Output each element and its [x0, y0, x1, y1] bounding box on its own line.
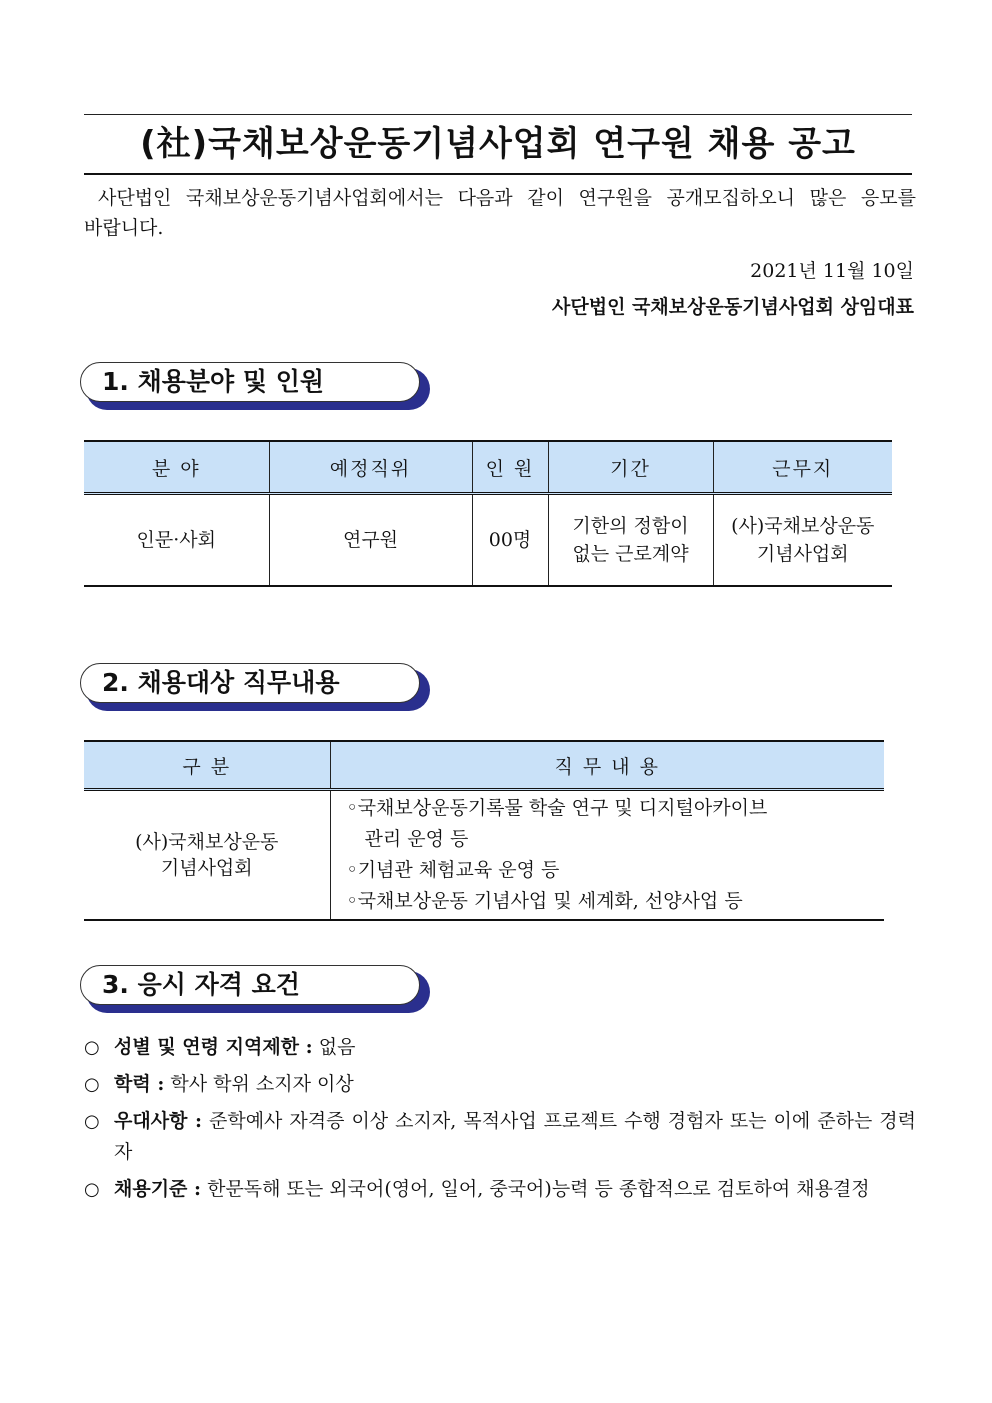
section-header-1 [80, 362, 432, 412]
table-header-row [84, 441, 892, 494]
section-title-3: 3. 응시 자격 요건 [102, 970, 300, 999]
cell-field: 인문·사회 [84, 494, 269, 587]
section-header-2 [80, 663, 432, 713]
period-line-2: 없는 근로계약 [572, 543, 689, 565]
qualification-term: 성별 및 연령 지역제한 : [114, 1036, 313, 1058]
duties-table [84, 740, 884, 921]
qualification-term: 우대사항 : [114, 1110, 202, 1132]
recruitment-table [84, 440, 892, 587]
workplace-line-1: (사)국채보상운동 [731, 515, 875, 537]
intro-paragraph: 사단법인 국채보상운동기념사업회에서는 다음과 같이 연구원을 공개모집하오니 많은 응모를 바랍니다. [84, 187, 916, 239]
header-field: 분 야 [84, 441, 269, 494]
list-item [84, 1174, 916, 1205]
top-rule [84, 114, 912, 115]
cell-count: 00명 [472, 494, 548, 587]
section-header-3 [80, 965, 432, 1015]
table-row [84, 494, 892, 587]
header-category: 구 분 [84, 741, 330, 790]
cell-position: 연구원 [269, 494, 472, 587]
duty-item [347, 793, 881, 855]
duty-2-line-1: ◦기념관 체험교육 운영 등 [346, 859, 560, 881]
list-item [84, 1032, 916, 1063]
table-header-row [84, 741, 884, 790]
qualification-text: 학사 학위 소지자 이상 [164, 1073, 354, 1095]
table-row [84, 790, 884, 921]
cell-organization [84, 790, 330, 921]
signature-organization: 사단법인 국채보상운동기념사업회 상임대표 [552, 296, 914, 318]
list-item [84, 1106, 916, 1168]
header-position: 예정직위 [269, 441, 472, 494]
header-workplace: 근무지 [713, 441, 892, 494]
title-rule [84, 173, 912, 175]
cell-duties [330, 790, 884, 921]
section-title-1: 1. 채용분야 및 인원 [102, 367, 325, 396]
circle-bullet-icon: ○ [84, 1111, 100, 1132]
qualification-text: 한문독해 또는 외국어(영어, 일어, 중국어)능력 등 종합적으로 검토하여 채용결정 [201, 1178, 870, 1200]
cell-workplace [713, 494, 892, 587]
duty-1-line-2: 관리 운영 등 [364, 828, 469, 850]
duty-item [347, 855, 881, 886]
duty-item [347, 886, 881, 917]
circle-bullet-icon: ○ [84, 1179, 100, 1200]
section-title-2: 2. 채용대상 직무내용 [102, 668, 340, 697]
workplace-line-2: 기념사업회 [756, 543, 849, 565]
header-period: 기간 [548, 441, 713, 494]
qualification-term: 학력 : [114, 1073, 165, 1095]
org-line-1: (사)국채보상운동 [135, 831, 279, 853]
duty-3-line-1: ◦국채보상운동 기념사업 및 세계화, 선양사업 등 [346, 890, 743, 912]
circle-bullet-icon: ○ [84, 1074, 100, 1095]
circle-bullet-icon: ○ [84, 1037, 100, 1058]
period-line-1: 기한의 정함이 [572, 515, 689, 537]
org-line-2: 기념사업회 [160, 857, 253, 879]
duty-1-line-1: ◦국채보상운동기록물 학술 연구 및 디지털아카이브 [346, 797, 768, 819]
qualification-text: 없음 [312, 1036, 356, 1058]
qualification-text: 준학예사 자격증 이상 소지자, 목적사업 프로젝트 수행 경험자 또는 이에 준하는 경력자 [114, 1110, 916, 1163]
header-count: 인 원 [472, 441, 548, 494]
page-title: (社)국채보상운동기념사업회 연구원 채용 공고 [140, 124, 856, 164]
qualification-term: 채용기준 : [114, 1178, 202, 1200]
announcement-date: 2021년 11월 10일 [750, 260, 914, 282]
qualifications-list [84, 1032, 916, 1211]
list-item [84, 1069, 916, 1100]
header-duties: 직 무 내 용 [330, 741, 884, 790]
cell-period [548, 494, 713, 587]
